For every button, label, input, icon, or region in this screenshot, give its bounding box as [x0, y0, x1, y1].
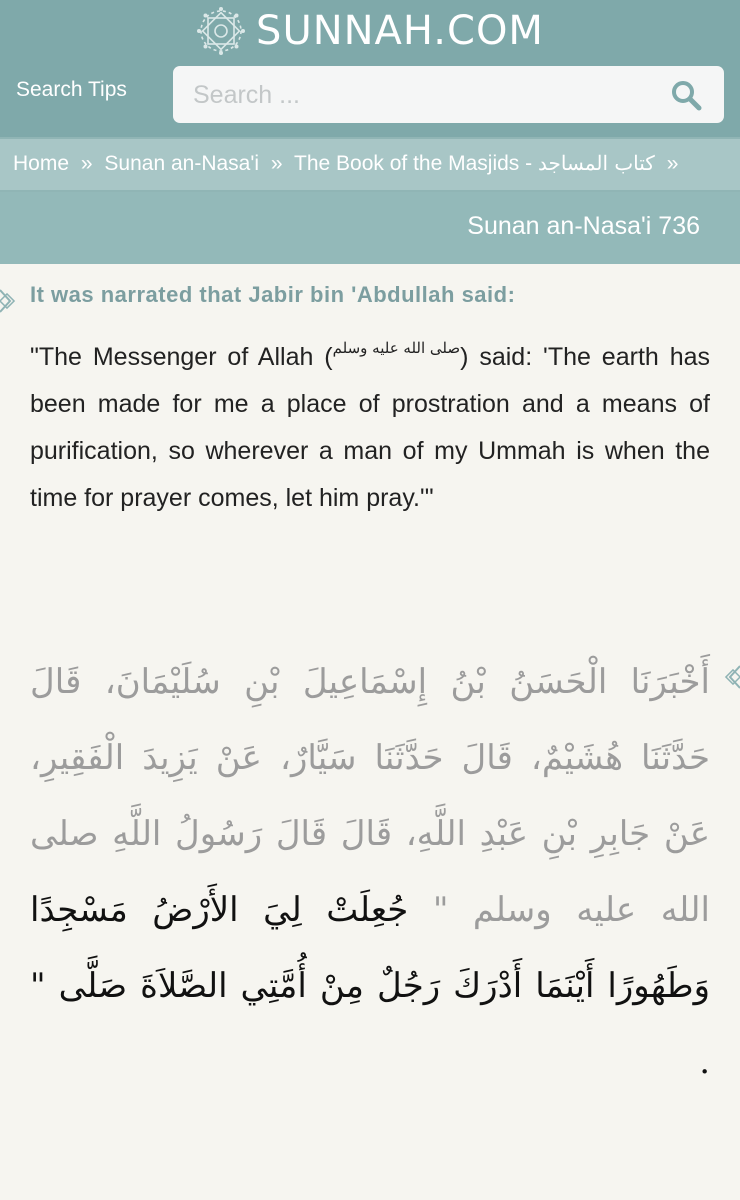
breadcrumb-separator: »	[270, 152, 283, 175]
hadith-english-text	[30, 334, 710, 522]
search-input[interactable]	[191, 76, 635, 114]
breadcrumb-dash: -	[525, 152, 533, 175]
breadcrumb-bar	[0, 137, 740, 192]
hadith-arabic-end: " .	[30, 966, 710, 1082]
breadcrumb-collection[interactable]: Sunan an-Nasa'i	[104, 152, 260, 175]
site-logo-text: SUNNAH.COM	[256, 8, 544, 54]
ornament-icon	[196, 6, 246, 56]
breadcrumb-home[interactable]: Home	[13, 152, 70, 175]
hadith-english-after: ) said: 'The earth has been made for me a place of prostration and a means of purification, so wherever a man of my Ummah is when the time for prayer comes, let him pray.'"	[30, 343, 711, 512]
hadith-arabic-text	[30, 644, 710, 1100]
hadith-narrator: It was narrated that Jabir bin 'Abdullah said:	[30, 282, 516, 307]
hadith-container	[0, 264, 740, 1200]
hadith-arabic-matn: جُعِلَتْ لِيَ الأَرْضُ مَسْجِدًا وَطَهُورًا أَيْنَمَا أَدْرَكَ رَجُلٌ مِنْ أُمَّتِي الصَّلاَةَ صَلَّى	[30, 890, 710, 1006]
ornament-marker-icon	[724, 662, 740, 692]
search-tips-link[interactable]: Search Tips	[16, 78, 127, 101]
hadith-reference-bar	[0, 192, 740, 264]
breadcrumb-book-arabic[interactable]: كتاب المساجد	[537, 151, 655, 175]
honorific-glyph: صلى الله عليه وسلم	[332, 339, 461, 358]
breadcrumb-book[interactable]: The Book of the Masjids	[294, 152, 520, 175]
breadcrumb-separator: »	[666, 152, 679, 175]
breadcrumb	[13, 151, 684, 176]
search-box	[173, 66, 724, 123]
hadith-english-before: "The Messenger of Allah (	[30, 343, 333, 371]
site-header	[0, 0, 740, 137]
site-logo[interactable]	[0, 2, 740, 60]
search-button[interactable]	[670, 79, 704, 111]
magnifier-icon	[670, 79, 704, 111]
hadith-reference: Sunan an-Nasa'i 736	[467, 212, 700, 240]
breadcrumb-separator: »	[80, 152, 93, 175]
hadith-arabic-chain: أَخْبَرَنَا الْحَسَنُ بْنُ إِسْمَاعِيلَ بْنِ سُلَيْمَانَ، قَالَ حَدَّثَنَا هُشَيْمٌ، قَالَ حَدَّثَنَا سَيَّارٌ، عَنْ يَزِيدَ الْفَقِيرِ، عَنْ جَابِرِ بْنِ عَبْدِ اللَّهِ، قَالَ قَالَ رَسُولُ اللَّهِ صلى الله عليه وسلم "	[30, 662, 710, 930]
ornament-marker-icon	[0, 286, 16, 316]
